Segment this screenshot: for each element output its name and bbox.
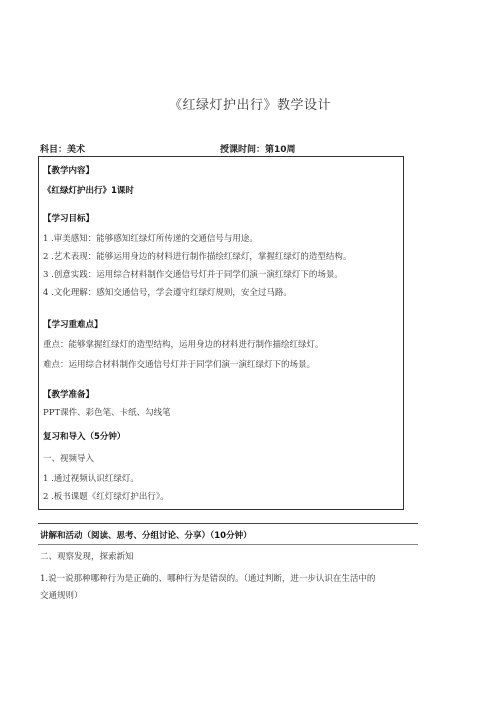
activity-section: 二、观察发现，探索新知 bbox=[40, 552, 134, 562]
section-divider bbox=[38, 523, 418, 524]
subject-label: 科目：美术 bbox=[40, 145, 86, 155]
review-item: 1 .通过视频认识红绿灯。 bbox=[43, 474, 139, 484]
lesson-title: 《红绿灯护出行》1课时 bbox=[43, 186, 134, 196]
content-heading: 【教学内容】 bbox=[43, 166, 95, 176]
preparation-materials: PPT课件、彩色笔、卡纸、勾线笔 bbox=[43, 408, 171, 418]
schedule-label: 授课时间：第10周 bbox=[220, 145, 296, 155]
document-title: 《红绿灯护出行》教学设计 bbox=[168, 98, 331, 113]
objectives-heading: 【学习目标】 bbox=[43, 214, 95, 224]
review-item: 2 .板书课题《红灯绿灯护出行》。 bbox=[43, 492, 169, 502]
objective-item: 4 .文化理解：感知交通信号，学会遵守红绿灯规则，安全过马路。 bbox=[43, 288, 292, 298]
objective-item: 1 .审美感知：能够感知红绿灯所传递的交通信号与用途。 bbox=[43, 234, 258, 244]
activity-text: 交通规则） bbox=[40, 591, 83, 601]
review-section: 一、视频导入 bbox=[43, 454, 95, 464]
review-heading: 复习和导入（5分钟） bbox=[43, 432, 126, 442]
keypoints-heading: 【学习重难点】 bbox=[43, 320, 103, 330]
section-divider bbox=[38, 544, 418, 545]
activity-text: 1.说一说那种哪种行为是正确的、哪种行为是错误的。（通过判断，进一步认识在生活中的 bbox=[40, 574, 376, 584]
objective-item: 3 .创意实践：运用综合材料制作交通信号灯并于同学们演一演红绿灯下的场景。 bbox=[43, 270, 343, 280]
key-point: 重点：能够掌握红绿灯的造型结构，运用身边的材料进行制作描绘红绿灯。 bbox=[43, 340, 324, 350]
activity-heading: 讲解和活动（阅读、思考、分组讨论、分享）（10分钟） bbox=[40, 531, 252, 541]
objective-item: 2 .艺术表现：能够运用身边的材料进行制作描绘红绿灯，掌握红绿灯的造型结构。 bbox=[43, 252, 352, 262]
difficult-point: 难点：运用综合材料制作交通信号灯并于同学们演一演红绿灯下的场景。 bbox=[43, 360, 316, 370]
preparation-heading: 【教学准备】 bbox=[43, 390, 95, 400]
